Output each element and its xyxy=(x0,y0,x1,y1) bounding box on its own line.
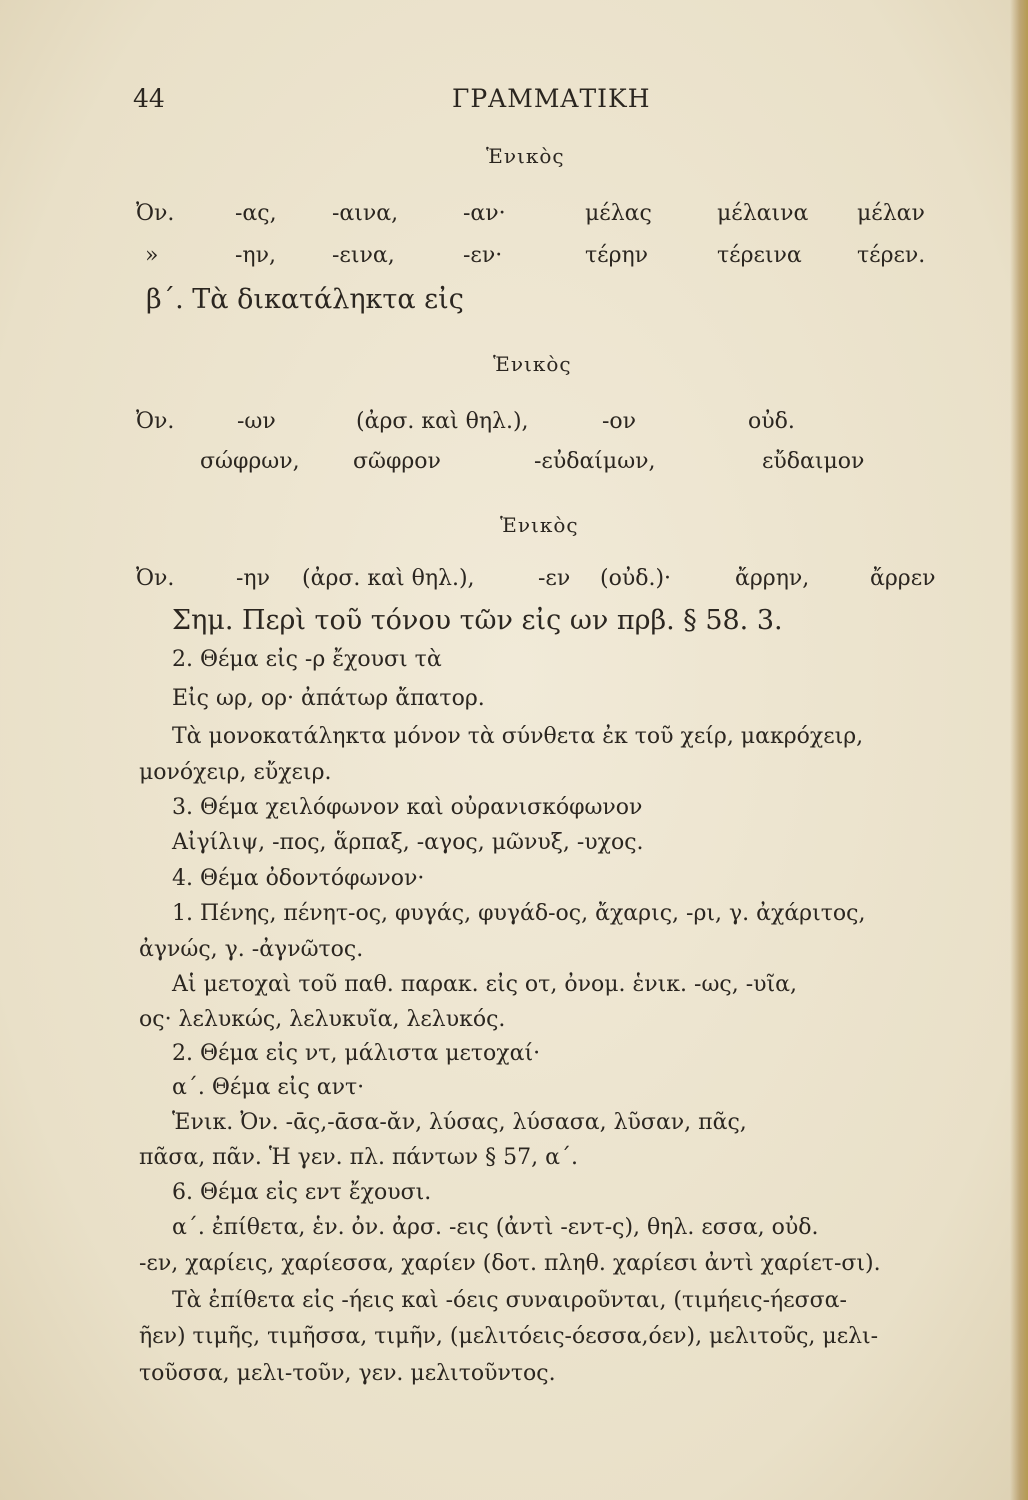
ending: -ην xyxy=(236,566,270,591)
ending: -εινα, xyxy=(332,243,395,268)
text-line: 4. Θέμα ὀδοντόφωνον· xyxy=(172,866,425,891)
ending: -ην, xyxy=(235,243,276,268)
text-line: Ἑνικ. Ὀν. -ᾱς,-ᾱσα-ᾰν, λύσας, λύσασα, λῦσαν, πᾶς, xyxy=(172,1110,747,1135)
text-line: Τὰ μονοκατάληκτα μόνον τὰ σύνθετα ἐκ τοῦ χείρ, μακρόχειρ, xyxy=(172,724,864,749)
text-line: ος· λελυκώς, λελυκυῖα, λελυκός. xyxy=(139,1007,506,1032)
section-heading: Ἑνικὸς xyxy=(486,144,565,168)
case-label: Ὀν. xyxy=(136,566,175,591)
gender-note: (ἀρσ. καὶ θηλ.), xyxy=(356,409,529,434)
subsection-line: β΄. Τὰ δικατάληκτα εἰς xyxy=(146,284,464,315)
word-form: σῶφρον xyxy=(353,449,441,474)
word-form: -εὐδαίμων, xyxy=(534,449,656,474)
running-head: ΓΡΑΜΜΑΤΙΚΗ xyxy=(452,84,651,113)
text-line: ἀγνώς, γ. -ἀγνῶτος. xyxy=(139,937,364,962)
section-heading: Ἑνικὸς xyxy=(493,352,572,376)
text-line: Σημ. Περὶ τοῦ τόνου τῶν εἰς ων πρβ. § 58. 3. xyxy=(172,605,783,636)
ending: -αινα, xyxy=(332,201,399,226)
text-line: Αἱ μετοχαὶ τοῦ παθ. παρακ. εἰς οτ, ὀνομ. ἑνικ. -ως, -υῖα, xyxy=(172,972,797,997)
text-line: 1. Πένης, πένητ-ος, φυγάς, φυγάδ-ος, ἄχαρις, -ρι, γ. ἀχάριτος, xyxy=(172,901,866,926)
word-form: σώφρων, xyxy=(200,449,300,474)
ending: -ας, xyxy=(235,201,277,226)
word-form: μέλας xyxy=(585,201,652,226)
text-line: -εν, χαρίεις, χαρίεσσα, χαρίεν (δοτ. πληθ. χαρίεσι ἀντὶ χαρίετ-σι). xyxy=(139,1251,881,1276)
word-form: μέλαν xyxy=(857,201,925,226)
word-form: τέρεινα xyxy=(717,243,802,268)
gender-note: (ἀρσ. καὶ θηλ.), xyxy=(302,566,475,591)
case-label: Ὀν. xyxy=(136,201,175,226)
gender-note: οὐδ. xyxy=(748,409,795,434)
word-form: τέρεν. xyxy=(857,243,926,268)
text-line: ῆεν) τιμῆς, τιμῆσσα, τιμῆν, (μελιτόεις-όεσσα,όεν), μελιτοῦς, μελι- xyxy=(139,1324,879,1349)
word-form: μέλαινα xyxy=(717,201,809,226)
text-line: 2. Θέμα εἰς -ρ ἔχουσι τὰ xyxy=(172,647,442,672)
section-heading: Ἑνικὸς xyxy=(500,513,579,537)
text-line: τοῦσσα, μελι-τοῦν, γεν. μελιτοῦντος. xyxy=(139,1361,556,1386)
ending: -αν· xyxy=(463,201,506,226)
page-edge xyxy=(1010,0,1028,1500)
word-form: ἄρρεν xyxy=(870,566,936,591)
word-form: τέρην xyxy=(585,243,649,268)
text-line: 6. Θέμα εἰς εντ ἔχουσι. xyxy=(172,1180,432,1205)
text-line: μονόχειρ, εὔχειρ. xyxy=(139,760,332,785)
text-line: 3. Θέμα χειλόφωνον καὶ οὐρανισκόφωνον xyxy=(172,795,643,820)
page-number: 44 xyxy=(133,84,165,113)
text-line: Τὰ ἐπίθετα εἰς -ήεις καὶ -όεις συναιροῦνται, (τιμήεις-ήεσσα- xyxy=(172,1288,847,1313)
text-line: 2. Θέμα εἰς ντ, μάλιστα μετοχαί· xyxy=(172,1041,541,1066)
case-label: Ὀν. xyxy=(136,409,175,434)
text-line: Αἰγίλιψ, -πος, ἅρπαξ, -αγος, μῶνυξ, -υχος. xyxy=(172,830,644,855)
ditto-mark: » xyxy=(145,243,159,268)
text-line: πᾶσα, πᾶν. Ἡ γεν. πλ. πάντων § 57, α΄. xyxy=(139,1145,578,1170)
ending: -ων xyxy=(237,409,276,434)
gender-note: (οὐδ.)· xyxy=(600,566,672,591)
ending: -εν xyxy=(538,566,571,591)
ending: -εν· xyxy=(463,243,503,268)
text-line: α΄. ἐπίθετα, ἑν. ὀν. ἀρσ. -εις (ἀντὶ -εντ-ς), θηλ. εσσα, οὐδ. xyxy=(172,1215,819,1240)
text-line: Εἰς ωρ, ορ· ἀπάτωρ ἄπατορ. xyxy=(172,686,485,711)
ending: -ον xyxy=(602,409,637,434)
word-form: εὔδαιμον xyxy=(762,449,865,474)
word-form: ἄρρην, xyxy=(735,566,810,591)
text-line: α΄. Θέμα εἰς αντ· xyxy=(172,1075,365,1100)
